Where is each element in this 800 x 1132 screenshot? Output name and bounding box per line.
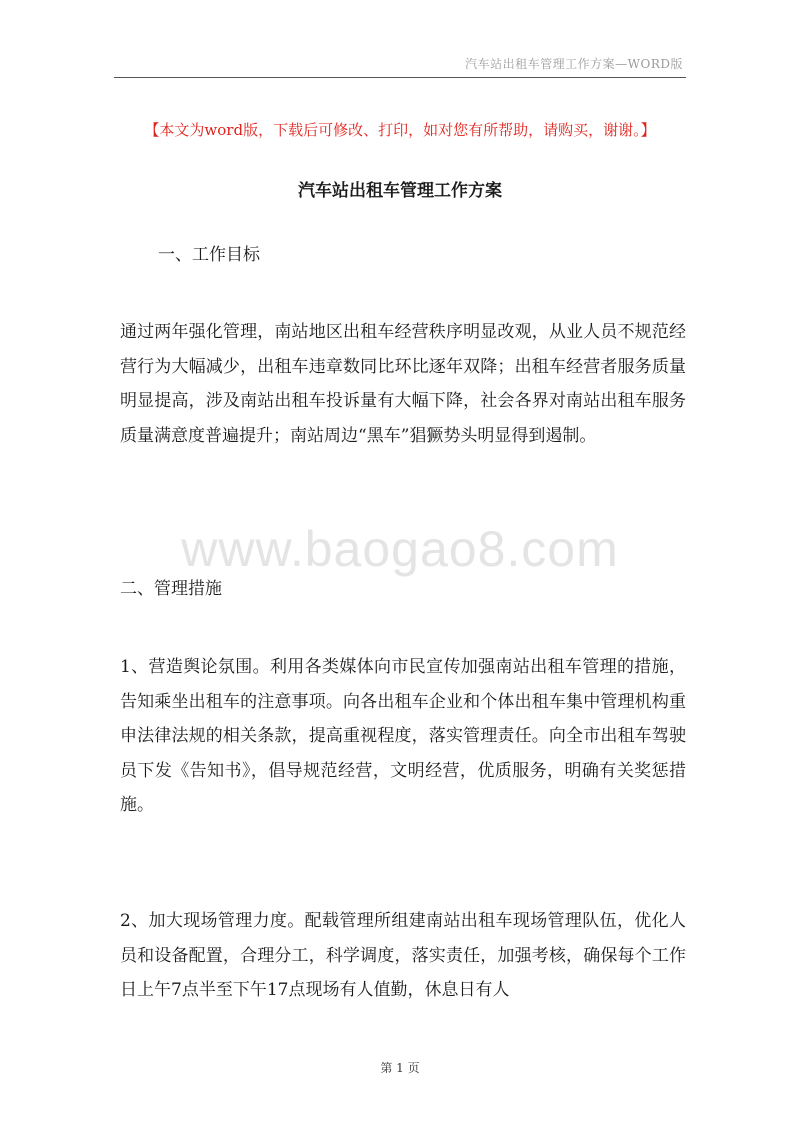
word-version-notice: 【本文为word版，下载后可修改、打印，如对您有所帮助，请购买，谢谢。】	[144, 121, 656, 139]
section-heading-measures: 二、管理措施	[120, 579, 222, 599]
goals-paragraph: 通过两年强化管理，南站地区出租车经营秩序明显改观，从业人员不规范经营行为大幅减少，出租车违章数同比环比逐年双降；出租车经营者服务质量明显提高，涉及南站出租车投诉量有大幅下降，社会各界对南站出租车服务质量满意度普遍提升；南站周边“黑车”猖獗势头明显得到遏制。	[120, 322, 686, 446]
measures-paragraph-1: 1、营造舆论氛围。利用各类媒体向市民宣传加强南站出租车管理的措施，告知乘坐出租车的注意事项。向各出租车企业和个体出租车集中管理机构重申法律法规的相关条款，提高重视程度，落实管理责任。向全市出租车驾驶员下发《告知书》，倡导规范经营，文明经营，优质服务，明确有关奖惩措施。	[120, 657, 686, 815]
measures-paragraph-2: 2、加大现场管理力度。配载管理所组建南站出租车现场管理队伍，优化人员和设备配置，合理分工，科学调度，落实责任，加强考核，确保每个工作日上午7点半至下午17点现场有人值勤，休息日有人	[120, 911, 686, 1000]
header-divider	[114, 77, 686, 78]
page-number: 第 1 页	[380, 1061, 420, 1075]
page-header-title: 汽车站出租车管理工作方案—WORD版	[465, 57, 683, 71]
document-title: 汽车站出租车管理工作方案	[298, 181, 502, 201]
section-heading-goals: 一、工作目标	[158, 245, 260, 265]
site-watermark: www.baogao8.com	[181, 521, 619, 577]
